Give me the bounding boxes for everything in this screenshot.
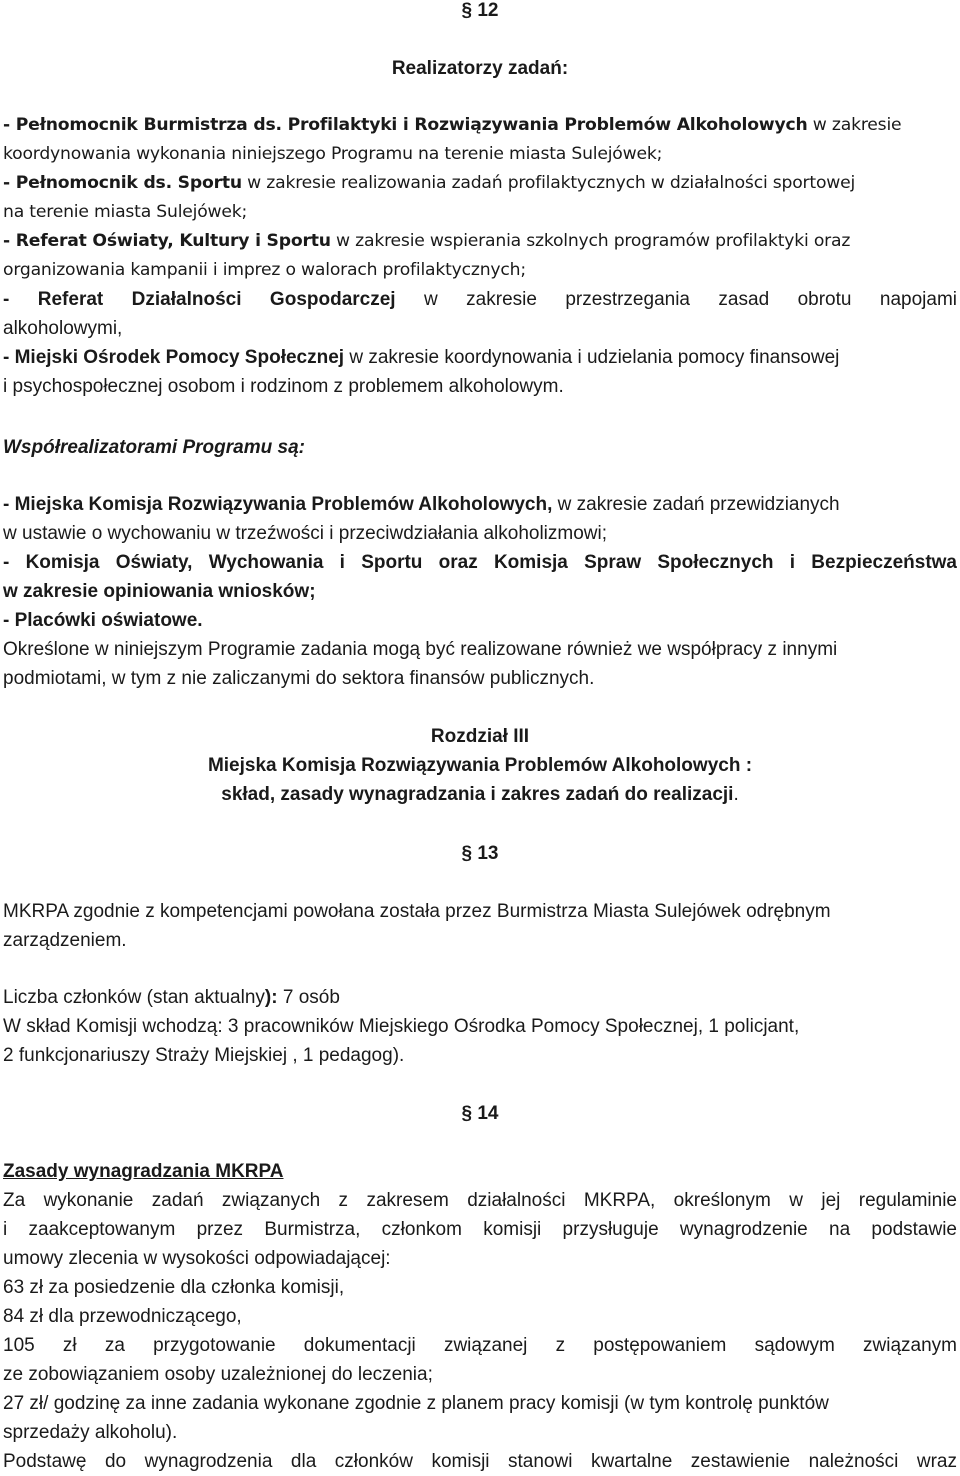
remuneration-line-9: sprzedaży alkoholu). <box>3 1422 178 1443</box>
co-line-3: - Komisja Oświaty, Wychowania i Sportu oraz Komisja Spraw Społecznych i Bezpieczeństwa <box>3 552 957 573</box>
realizer-line-4: na terenie miasta Sulejówek; <box>3 202 248 222</box>
remuneration-line-6: 105 zł za przygotowanie dokumentacji związanej z postępowaniem sądowym związanym <box>3 1335 957 1356</box>
remuneration-line-2: i zaakceptowanym przez Burmistrza, członkom komisji przysługuje wynagrodzenie na podstawie <box>3 1219 957 1240</box>
section-mark: § <box>461 1103 473 1124</box>
section-13-number <box>3 839 957 868</box>
realizers-heading: Realizatorzy zadań: <box>391 58 569 79</box>
section-number: 13 <box>477 843 499 864</box>
realizer-line-9: - Miejski Ośrodek Pomocy Społecznej w zakresie koordynowania i udzielania pomocy finansowej <box>3 347 840 368</box>
remuneration-line-7: ze zobowiązaniem osoby uzależnionej do leczenia; <box>3 1364 433 1385</box>
realizer-line-8: alkoholowymi, <box>3 318 123 339</box>
remuneration-line-4: 63 zł za posiedzenie dla członka komisji, <box>3 1277 345 1298</box>
remuneration-heading: Zasady wynagradzania MKRPA <box>3 1161 284 1182</box>
s13-para-line-2: zarządzeniem. <box>3 930 127 951</box>
chapter-subtitle-2: skład, zasady wynagradzania i zakres zadań do realizacji. <box>221 784 739 805</box>
section-14-number <box>3 1099 957 1128</box>
remuneration-line-5: 84 zł dla przewodniczącego, <box>3 1306 242 1327</box>
remuneration-line-8: 27 zł/ godzinę za inne zadania wykonane zgodnie z planem pracy komisji (w tym kontrolę punktów <box>3 1393 829 1414</box>
co-line-4: w zakresie opiniowania wniosków; <box>3 581 316 602</box>
co-line-7: podmiotami, w tym z nie zaliczanymi do sektora finansów publicznych. <box>3 668 595 689</box>
section-number: 14 <box>477 1103 499 1124</box>
co-line-6: Określone w niniejszym Programie zadania mogą być realizowane również we współpracy z innymi <box>3 639 838 660</box>
realizer-line-7: - Referat Działalności Gospodarczej w zakresie przestrzegania zasad obrotu napojami <box>3 289 957 310</box>
chapter-title: Rozdział III <box>430 726 530 747</box>
section-mark: § <box>461 0 473 21</box>
realizer-line-1: - Pełnomocnik Burmistrza ds. Profilaktyki i Rozwiązywania Problemów Alkoholowych w zakresie <box>3 115 902 135</box>
remuneration-line-1: Za wykonanie zadań związanych z zakresem działalności MKRPA, określonym w jej regulaminie <box>3 1190 957 1211</box>
member-count: Liczba członków (stan aktualny): 7 osób <box>3 987 340 1008</box>
chapter-subtitle-1: Miejska Komisja Rozwiązywania Problemów Alkoholowych : <box>207 755 753 776</box>
s13-para-line-1: MKRPA zgodnie z kompetencjami powołana została przez Burmistrza Miasta Sulejówek odrębnym <box>3 901 831 922</box>
section-mark: § <box>461 843 473 864</box>
section-number: 12 <box>477 0 499 21</box>
co-line-1: - Miejska Komisja Rozwiązywania Problemów Alkoholowych, w zakresie zadań przewidzianych <box>3 494 840 515</box>
realizer-line-6: organizowania kampanii i imprez o walorach profilaktycznych; <box>3 260 526 280</box>
composition-line-1: W skład Komisji wchodzą: 3 pracowników Miejskiego Ośrodka Pomocy Społecznej, 1 policjant, <box>3 1016 800 1037</box>
remuneration-line-3: umowy zlecenia w wysokości odpowiadającej: <box>3 1248 391 1269</box>
realizer-line-10: i psychospołecznej osobom i rodzinom z problemem alkoholowym. <box>3 376 564 397</box>
co-realizers-heading: Współrealizatorami Programu są: <box>3 437 305 458</box>
co-line-5: - Placówki oświatowe. <box>3 610 203 631</box>
composition-line-2: 2 funkcjonariuszy Straży Miejskiej , 1 pedagog). <box>3 1045 405 1066</box>
remuneration-line-10: Podstawę do wynagrodzenia dla członków komisji stanowi kwartalne zestawienie należności wraz <box>3 1451 957 1472</box>
realizer-line-2: koordynowania wykonania niniejszego Programu na terenie miasta Sulejówek; <box>3 144 663 164</box>
realizer-line-5: - Referat Oświaty, Kultury i Sportu w zakresie wspierania szkolnych programów profilaktyki oraz <box>3 231 851 251</box>
section-12-number <box>0 0 960 25</box>
realizer-line-3: - Pełnomocnik ds. Sportu w zakresie realizowania zadań profilaktycznych w działalności sportowej <box>3 173 856 193</box>
co-line-2: w ustawie o wychowaniu w trzeźwości i przeciwdziałania alkoholizmowi; <box>3 523 608 544</box>
